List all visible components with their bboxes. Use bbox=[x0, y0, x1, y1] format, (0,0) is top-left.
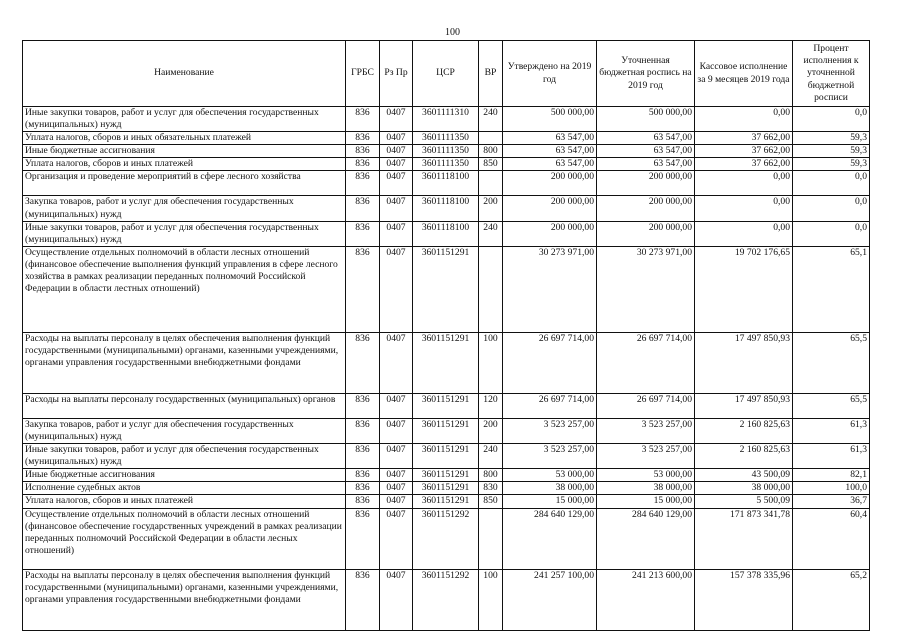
cell-approved: 15 000,00 bbox=[503, 495, 597, 508]
table-row bbox=[23, 508, 870, 569]
cell-percent: 65,2 bbox=[793, 569, 870, 630]
cell-csr: 3601151291 bbox=[413, 246, 479, 332]
cell-rzpr: 0407 bbox=[380, 221, 413, 246]
cell-refined: 30 273 971,00 bbox=[597, 246, 695, 332]
cell-vr: 800 bbox=[479, 469, 503, 482]
table-row bbox=[23, 171, 870, 196]
cell-rzpr: 0407 bbox=[380, 171, 413, 196]
cell-cash: 5 500,09 bbox=[695, 495, 793, 508]
cell-percent: 65,5 bbox=[793, 332, 870, 393]
table-row bbox=[23, 482, 870, 495]
cell-name: Расходы на выплаты персоналу в целях обеспечения выполнения функций государственными (муниципальными) органами, казенными учреждениями, органами управления государственными внебюджетными фондами bbox=[23, 332, 346, 393]
cell-csr: 3601118100 bbox=[413, 196, 479, 221]
cell-rzpr: 0407 bbox=[380, 196, 413, 221]
cell-vr bbox=[479, 132, 503, 145]
cell-rzpr: 0407 bbox=[380, 444, 413, 469]
cell-name: Иные бюджетные ассигнования bbox=[23, 145, 346, 158]
cell-approved: 38 000,00 bbox=[503, 482, 597, 495]
cell-grbs: 836 bbox=[346, 393, 380, 418]
cell-cash: 0,00 bbox=[695, 221, 793, 246]
cell-name: Уплата налогов, сборов и иных платежей bbox=[23, 158, 346, 171]
cell-grbs: 836 bbox=[346, 444, 380, 469]
cell-name: Уплата налогов, сборов и иных обязательных платежей bbox=[23, 132, 346, 145]
cell-approved: 200 000,00 bbox=[503, 171, 597, 196]
cell-vr: 200 bbox=[479, 418, 503, 443]
col-header-csr: ЦСР bbox=[413, 41, 479, 107]
cell-refined: 38 000,00 bbox=[597, 482, 695, 495]
cell-rzpr: 0407 bbox=[380, 246, 413, 332]
cell-rzpr: 0407 bbox=[380, 393, 413, 418]
cell-vr bbox=[479, 246, 503, 332]
cell-cash: 37 662,00 bbox=[695, 145, 793, 158]
cell-rzpr: 0407 bbox=[380, 569, 413, 630]
table-row bbox=[23, 469, 870, 482]
cell-grbs: 836 bbox=[346, 132, 380, 145]
table-row bbox=[23, 145, 870, 158]
table-row bbox=[23, 158, 870, 171]
cell-csr: 3601111310 bbox=[413, 107, 479, 132]
cell-grbs: 836 bbox=[346, 158, 380, 171]
cell-approved: 200 000,00 bbox=[503, 221, 597, 246]
cell-csr: 3601111350 bbox=[413, 132, 479, 145]
cell-csr: 3601151291 bbox=[413, 495, 479, 508]
cell-approved: 284 640 129,00 bbox=[503, 508, 597, 569]
cell-name: Закупка товаров, работ и услуг для обеспечения государственных (муниципальных) нужд bbox=[23, 196, 346, 221]
cell-rzpr: 0407 bbox=[380, 418, 413, 443]
cell-name: Осуществление отдельных полномочий в области лесных отношений (финансовое обеспечение государственных учреждений в рамках реализации переданных полномочий Российской Федерации в области лесных отношений) bbox=[23, 508, 346, 569]
cell-refined: 63 547,00 bbox=[597, 132, 695, 145]
cell-name: Расходы на выплаты персоналу в целях обеспечения выполнения функций государственными (муниципальными) органами, казенными учреждениями, органами управления государственными внебюджетными фондами bbox=[23, 569, 346, 630]
cell-cash: 157 378 335,96 bbox=[695, 569, 793, 630]
cell-cash: 0,00 bbox=[695, 107, 793, 132]
table-row bbox=[23, 569, 870, 630]
col-header-refined: Уточненная бюджетная роспись на 2019 год bbox=[597, 41, 695, 107]
col-header-name: Наименование bbox=[23, 41, 346, 107]
cell-vr bbox=[479, 171, 503, 196]
cell-refined: 63 547,00 bbox=[597, 158, 695, 171]
cell-approved: 3 523 257,00 bbox=[503, 418, 597, 443]
cell-refined: 241 213 600,00 bbox=[597, 569, 695, 630]
table-row bbox=[23, 246, 870, 332]
cell-vr: 100 bbox=[479, 332, 503, 393]
cell-name: Закупка товаров, работ и услуг для обеспечения государственных (муниципальных) нужд bbox=[23, 418, 346, 443]
cell-approved: 26 697 714,00 bbox=[503, 332, 597, 393]
cell-cash: 17 497 850,93 bbox=[695, 332, 793, 393]
cell-refined: 200 000,00 bbox=[597, 171, 695, 196]
table-header-row bbox=[23, 41, 870, 107]
cell-refined: 3 523 257,00 bbox=[597, 444, 695, 469]
budget-table bbox=[22, 40, 870, 631]
cell-approved: 3 523 257,00 bbox=[503, 444, 597, 469]
cell-percent: 60,4 bbox=[793, 508, 870, 569]
cell-rzpr: 0407 bbox=[380, 145, 413, 158]
cell-vr: 850 bbox=[479, 158, 503, 171]
cell-refined: 63 547,00 bbox=[597, 145, 695, 158]
cell-grbs: 836 bbox=[346, 221, 380, 246]
cell-refined: 200 000,00 bbox=[597, 221, 695, 246]
cell-cash: 2 160 825,63 bbox=[695, 444, 793, 469]
cell-percent: 61,3 bbox=[793, 418, 870, 443]
cell-rzpr: 0407 bbox=[380, 158, 413, 171]
cell-cash: 37 662,00 bbox=[695, 132, 793, 145]
cell-rzpr: 0407 bbox=[380, 107, 413, 132]
cell-percent: 36,7 bbox=[793, 495, 870, 508]
cell-grbs: 836 bbox=[346, 482, 380, 495]
col-header-vr: ВР bbox=[479, 41, 503, 107]
cell-percent: 65,5 bbox=[793, 393, 870, 418]
col-header-approved: Утверждено на 2019 год bbox=[503, 41, 597, 107]
cell-grbs: 836 bbox=[346, 508, 380, 569]
cell-name: Организация и проведение мероприятий в сфере лесного хозяйства bbox=[23, 171, 346, 196]
table-row bbox=[23, 418, 870, 443]
cell-percent: 59,3 bbox=[793, 158, 870, 171]
cell-approved: 241 257 100,00 bbox=[503, 569, 597, 630]
cell-csr: 3601151292 bbox=[413, 508, 479, 569]
cell-rzpr: 0407 bbox=[380, 332, 413, 393]
cell-vr: 120 bbox=[479, 393, 503, 418]
cell-csr: 3601151291 bbox=[413, 469, 479, 482]
table-row bbox=[23, 132, 870, 145]
cell-grbs: 836 bbox=[346, 171, 380, 196]
cell-vr: 800 bbox=[479, 145, 503, 158]
cell-cash: 171 873 341,78 bbox=[695, 508, 793, 569]
cell-name: Уплата налогов, сборов и иных платежей bbox=[23, 495, 346, 508]
cell-rzpr: 0407 bbox=[380, 482, 413, 495]
cell-approved: 63 547,00 bbox=[503, 145, 597, 158]
cell-vr: 830 bbox=[479, 482, 503, 495]
cell-grbs: 836 bbox=[346, 495, 380, 508]
cell-refined: 26 697 714,00 bbox=[597, 393, 695, 418]
cell-approved: 30 273 971,00 bbox=[503, 246, 597, 332]
cell-rzpr: 0407 bbox=[380, 508, 413, 569]
cell-percent: 59,3 bbox=[793, 132, 870, 145]
col-header-cash: Кассовое исполнение за 9 месяцев 2019 года bbox=[695, 41, 793, 107]
table-row bbox=[23, 495, 870, 508]
cell-percent: 82,1 bbox=[793, 469, 870, 482]
cell-percent: 0,0 bbox=[793, 196, 870, 221]
cell-grbs: 836 bbox=[346, 569, 380, 630]
cell-refined: 200 000,00 bbox=[597, 196, 695, 221]
cell-approved: 63 547,00 bbox=[503, 132, 597, 145]
cell-csr: 3601151291 bbox=[413, 482, 479, 495]
col-header-rzpr: Рз Пр bbox=[380, 41, 413, 107]
cell-csr: 3601111350 bbox=[413, 145, 479, 158]
cell-percent: 0,0 bbox=[793, 171, 870, 196]
col-header-percent: Процент исполнения к уточненной бюджетной росписи bbox=[793, 41, 870, 107]
cell-cash: 38 000,00 bbox=[695, 482, 793, 495]
cell-percent: 61,3 bbox=[793, 444, 870, 469]
cell-name: Исполнение судебных актов bbox=[23, 482, 346, 495]
table-row bbox=[23, 444, 870, 469]
cell-grbs: 836 bbox=[346, 418, 380, 443]
cell-csr: 3601118100 bbox=[413, 221, 479, 246]
cell-csr: 3601151291 bbox=[413, 393, 479, 418]
cell-grbs: 836 bbox=[346, 332, 380, 393]
cell-vr: 200 bbox=[479, 196, 503, 221]
cell-refined: 3 523 257,00 bbox=[597, 418, 695, 443]
cell-grbs: 836 bbox=[346, 469, 380, 482]
table-row bbox=[23, 332, 870, 393]
cell-rzpr: 0407 bbox=[380, 495, 413, 508]
table-row bbox=[23, 221, 870, 246]
cell-csr: 3601151291 bbox=[413, 332, 479, 393]
cell-approved: 200 000,00 bbox=[503, 196, 597, 221]
cell-cash: 2 160 825,63 bbox=[695, 418, 793, 443]
cell-name: Иные закупки товаров, работ и услуг для обеспечения государственных (муниципальных) нужд bbox=[23, 107, 346, 132]
cell-refined: 284 640 129,00 bbox=[597, 508, 695, 569]
cell-cash: 37 662,00 bbox=[695, 158, 793, 171]
cell-vr: 240 bbox=[479, 221, 503, 246]
cell-vr: 850 bbox=[479, 495, 503, 508]
cell-percent: 65,1 bbox=[793, 246, 870, 332]
cell-approved: 26 697 714,00 bbox=[503, 393, 597, 418]
cell-csr: 3601151292 bbox=[413, 569, 479, 630]
cell-percent: 100,0 bbox=[793, 482, 870, 495]
cell-csr: 3601118100 bbox=[413, 171, 479, 196]
col-header-grbs: ГРБС bbox=[346, 41, 380, 107]
cell-vr: 100 bbox=[479, 569, 503, 630]
cell-csr: 3601151291 bbox=[413, 444, 479, 469]
table-row bbox=[23, 196, 870, 221]
cell-csr: 3601151291 bbox=[413, 418, 479, 443]
cell-cash: 43 500,09 bbox=[695, 469, 793, 482]
cell-csr: 3601111350 bbox=[413, 158, 479, 171]
cell-cash: 0,00 bbox=[695, 171, 793, 196]
cell-percent: 0,0 bbox=[793, 107, 870, 132]
cell-vr bbox=[479, 508, 503, 569]
cell-refined: 26 697 714,00 bbox=[597, 332, 695, 393]
cell-name: Осуществление отдельных полномочий в области лесных отношений (финансовое обеспечение выполнения функций управления в сфере лесного хозяйства в рамках реализации переданных полномочий Российской Федерации в области лестных отношений) bbox=[23, 246, 346, 332]
cell-name: Иные закупки товаров, работ и услуг для обеспечения государственных (муниципальных) нужд bbox=[23, 444, 346, 469]
cell-approved: 500 000,00 bbox=[503, 107, 597, 132]
cell-rzpr: 0407 bbox=[380, 132, 413, 145]
cell-cash: 0,00 bbox=[695, 196, 793, 221]
cell-percent: 0,0 bbox=[793, 221, 870, 246]
cell-name: Расходы на выплаты персоналу государственных (муниципальных) органов bbox=[23, 393, 346, 418]
cell-grbs: 836 bbox=[346, 145, 380, 158]
cell-grbs: 836 bbox=[346, 196, 380, 221]
cell-grbs: 836 bbox=[346, 246, 380, 332]
cell-rzpr: 0407 bbox=[380, 469, 413, 482]
cell-refined: 53 000,00 bbox=[597, 469, 695, 482]
cell-percent: 59,3 bbox=[793, 145, 870, 158]
cell-cash: 19 702 176,65 bbox=[695, 246, 793, 332]
cell-approved: 63 547,00 bbox=[503, 158, 597, 171]
cell-name: Иные закупки товаров, работ и услуг для обеспечения государственных (муниципальных) нужд bbox=[23, 221, 346, 246]
page-number: 100 bbox=[445, 27, 460, 38]
cell-refined: 15 000,00 bbox=[597, 495, 695, 508]
cell-grbs: 836 bbox=[346, 107, 380, 132]
table-row bbox=[23, 393, 870, 418]
cell-vr: 240 bbox=[479, 444, 503, 469]
cell-vr: 240 bbox=[479, 107, 503, 132]
table-row bbox=[23, 107, 870, 132]
cell-name: Иные бюджетные ассигнования bbox=[23, 469, 346, 482]
cell-cash: 17 497 850,93 bbox=[695, 393, 793, 418]
cell-refined: 500 000,00 bbox=[597, 107, 695, 132]
cell-approved: 53 000,00 bbox=[503, 469, 597, 482]
